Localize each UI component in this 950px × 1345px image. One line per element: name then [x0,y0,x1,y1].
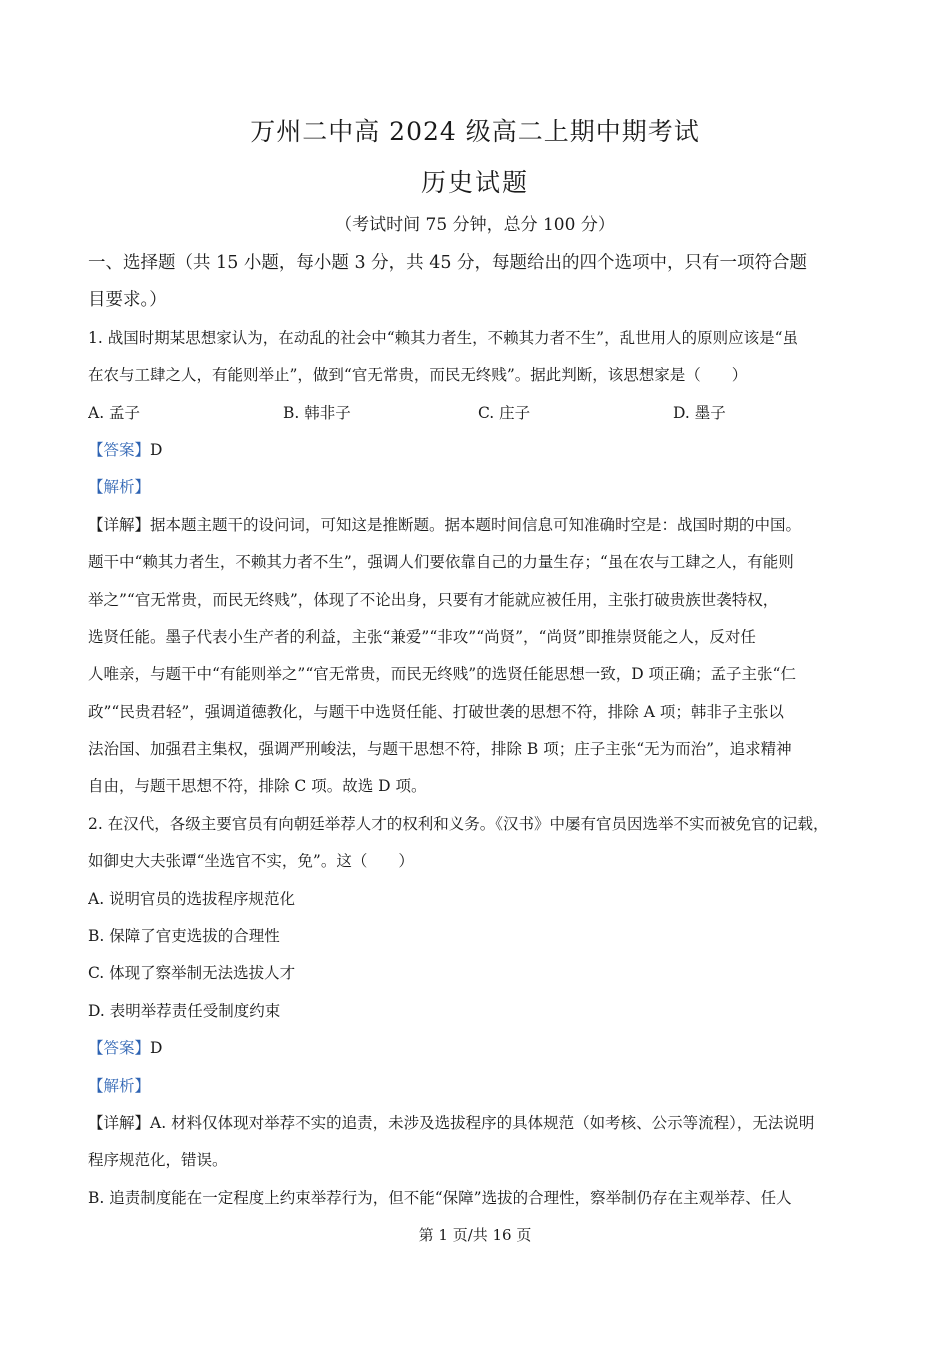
q2-analysis-tag: 【解析】 [88,1076,151,1095]
page-footer: 第 1 页/共 16 页 [418,1226,532,1244]
section-heading-line2: 目要求。） [88,290,167,311]
subject-title: 历史试题 [420,168,529,197]
q1-detail-line6: 政”“民贵君轻”，强调道德教化，与题干中选贤任能、打破世袭的思想不符，排除 A 项；韩非子主张以 [88,702,784,721]
q2-detail-line1 [88,1105,868,1142]
q1-stem-line1: 1. 战国时期某思想家认为，在动乱的社会中“赖其力者生，不赖其力者不生”，乱世用人的原则应该是“虽 [88,328,798,347]
q2-option-a: A. 说明官员的选拔程序规范化 [88,889,296,908]
q1-detail-line8: 自由，与题干思想不符，排除 C 项。故选 D 项。 [88,777,427,796]
answer-tag: 【答案】 [88,1039,151,1058]
q1-detail-line4: 选贤任能。墨子代表小生产者的利益，主张“兼爱”“非攻”“尚贤”，“尚贤”即推崇贤能之人，反对任 [88,627,756,646]
q1-option-d: D. 墨子 [673,403,726,422]
exam-info: （考试时间 75 分钟，总分 100 分） [335,215,615,235]
detail-text: A. 材料仅体现对举荐不实的追责，未涉及选拔程序的具体规范（如考核、公示等流程），无法说明 [150,1113,815,1132]
section-heading-line1: 一、选择题（共 15 小题，每小题 3 分，共 45 分，每题给出的四个选项中，只有一项符合题 [88,253,808,273]
exam-title: 万州二中高 2024 级高二上期中期考试 [250,117,700,146]
q1-options [88,395,868,432]
q2-detail-line3: B. 追责制度能在一定程度上约束举荐行为，但不能“保障”选拔的合理性，察举制仍存在主观举荐、任人 [88,1188,792,1207]
q1-detail-line3: 举之”“官无常贵，而民无终贱”，体现了不论出身，只要有才能就应被任用，主张打破贵族世袭特权， [88,590,779,609]
q2-stem-line2: 如御史大夫张谭“坐选官不实，免”。这（ ） [88,852,414,871]
q1-detail-line2: 题干中“赖其力者生，不赖其力者不生”，强调人们要依靠自己的力量生存；“虽在农与工肆之人，有能则 [88,553,794,572]
q2-stem-line1: 2. 在汉代，各级主要官员有向朝廷举荐人才的权利和义务。《汉书》中屡有官员因选举不实而被免官的记载， [88,814,829,833]
q2-option-b: B. 保障了官吏选拔的合理性 [88,927,280,946]
q1-option-a: A. 孟子 [88,403,141,422]
q1-stem-line2: 在农与工肆之人，有能则举止”，做到“官无常贵，而民无终贱”。据此判断，该思想家是（ ） [88,366,748,385]
q2-answer [88,1030,868,1067]
q2-option-d: D. 表明举荐责任受制度约束 [88,1001,281,1020]
q2-option-c: C. 体现了察举制无法选拔人才 [88,964,296,983]
answer-value: D [150,440,163,459]
q1-detail-line1 [88,507,868,544]
detail-text: 据本题主题干的设问词，可知这是推断题。据本题时间信息可知准确时空是：战国时期的中国。 [150,515,802,534]
detail-tag: 【详解】 [88,515,151,534]
q2-detail-line2: 程序规范化，错误。 [88,1151,228,1170]
q1-option-b: B. 韩非子 [283,403,351,422]
q1-option-c: C. 庄子 [478,403,531,422]
document-body [88,245,868,1217]
q1-answer [88,432,868,469]
detail-tag: 【详解】 [88,1113,151,1132]
q1-analysis-tag: 【解析】 [88,478,151,497]
q1-detail-line5: 人唯亲，与题干中“有能则举之”“官无常贵，而民无终贱”的选贤任能思想一致，D 项正确；孟子主张“仁 [88,665,796,684]
answer-tag: 【答案】 [88,440,151,459]
answer-value: D [150,1039,163,1058]
q1-detail-line7: 法治国、加强君主集权，强调严刑峻法，与题干思想不符，排除 B 项；庄子主张“无为而治”，追求精神 [88,740,792,759]
